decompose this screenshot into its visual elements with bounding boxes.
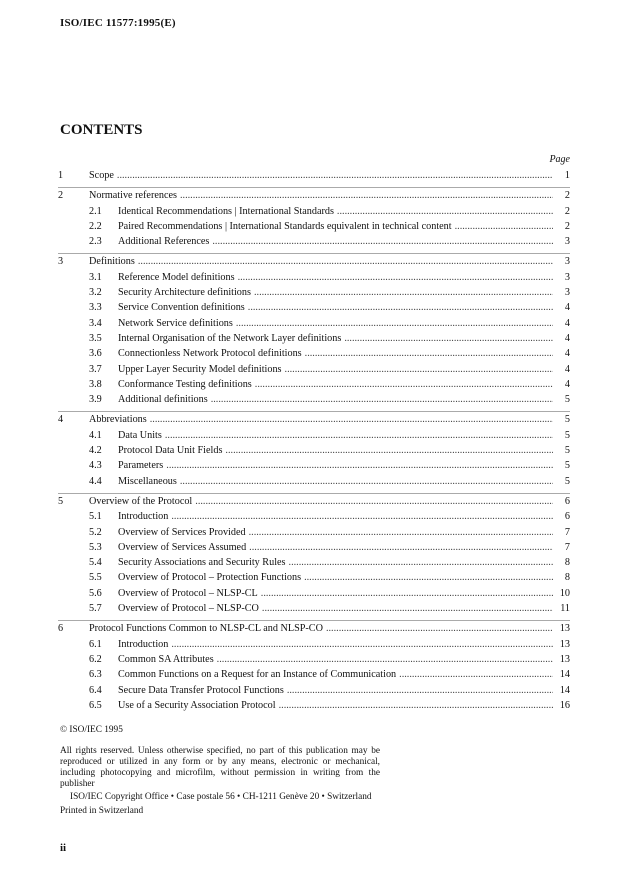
dot-leader [279, 700, 553, 711]
toc-entry-page: 5 [564, 445, 570, 457]
toc-entry-number: 3.4 [89, 317, 102, 329]
toc-entry-title: Identical Recommendations | International Standards [118, 205, 334, 217]
copyright-footer [60, 725, 380, 817]
toc-entry-page: 2 [564, 220, 570, 232]
toc-entry-page: 3 [564, 271, 570, 283]
dot-leader [217, 654, 553, 665]
dot-leader [138, 256, 553, 267]
toc-entry-number: 3.5 [89, 332, 102, 344]
toc-subentry[interactable] [58, 318, 570, 333]
toc-entry-number: 5.2 [89, 526, 102, 538]
toc-subentry[interactable] [58, 669, 570, 684]
toc-entry-title: Conformance Testing definitions [118, 378, 252, 390]
toc-entry[interactable] [58, 496, 570, 511]
toc-section [58, 256, 570, 412]
toc-entry-page: 2 [564, 205, 570, 217]
toc-entry-page: 7 [564, 526, 570, 538]
page-title: CONTENTS [60, 122, 143, 138]
dot-leader [289, 557, 553, 568]
toc-entry-title: Introduction [118, 511, 169, 523]
dot-leader [166, 460, 553, 471]
toc-entry-number: 2.3 [89, 236, 102, 248]
toc-entry-number: 5 [58, 495, 64, 507]
toc-entry-number: 4 [58, 414, 64, 426]
printed-in: Printed in Switzerland [60, 806, 144, 816]
toc-subentry[interactable] [58, 572, 570, 587]
toc-subentry[interactable] [58, 333, 570, 348]
toc-entry-title: Scope [89, 170, 114, 181]
toc-entry[interactable] [58, 623, 570, 638]
toc-entry-title: Protocol Data Unit Fields [118, 445, 223, 457]
toc-entry-page: 4 [564, 363, 570, 375]
toc-entry-number: 6.3 [89, 669, 102, 681]
toc-subentry[interactable] [58, 272, 570, 287]
dot-leader [165, 430, 553, 441]
toc-entry-title: Overview of Services Assumed [118, 541, 247, 553]
dot-leader [180, 476, 553, 487]
toc-entry-number: 3 [58, 256, 64, 268]
dot-leader [254, 287, 553, 298]
toc-entry-page: 13 [559, 653, 570, 665]
toc-subentry[interactable] [58, 364, 570, 379]
dot-leader [261, 588, 553, 599]
toc-entry-title: Definitions [89, 256, 135, 268]
toc-section [58, 496, 570, 621]
toc-entry-title: Additional References [118, 236, 210, 248]
toc-section [58, 190, 570, 254]
toc-entry-number: 4.3 [89, 460, 102, 472]
toc-section [58, 414, 570, 493]
toc-entry-title: Reference Model definitions [118, 271, 235, 283]
toc-entry[interactable] [58, 256, 570, 271]
toc-entry-number: 3.2 [89, 287, 102, 299]
toc-entry-title: Internal Organisation of the Network Layer definitions [118, 332, 342, 344]
toc-entry-page: 5 [564, 460, 570, 472]
toc-entry-title: Overview of the Protocol [89, 495, 193, 507]
toc-entry-page: 7 [564, 541, 570, 553]
dot-leader [211, 394, 553, 405]
dot-leader [304, 572, 553, 583]
rights-notice: All rights reserved. Unless otherwise specified, no part of this publication may be reproduced or utilized in any form or by any means, electronic or mechanical, including photocopying and microfilm, without permission in writing from the publisher [60, 746, 380, 789]
toc-entry-number: 3.7 [89, 363, 102, 375]
toc-subentry[interactable] [58, 394, 570, 409]
dot-leader [326, 623, 553, 634]
toc-entry-title: Network Service definitions [118, 317, 233, 329]
toc-entry-page: 3 [564, 287, 570, 299]
dot-leader [287, 685, 553, 696]
toc-entry-number: 6 [58, 623, 64, 635]
toc-entry-page: 5 [564, 429, 570, 441]
toc-subentry[interactable] [58, 700, 570, 715]
toc-entry-page: 4 [564, 348, 570, 360]
dot-leader [117, 170, 553, 181]
dot-leader [399, 669, 553, 680]
toc-entry-title: Security Associations and Security Rules [118, 557, 286, 569]
toc-entry-number: 3.8 [89, 378, 102, 390]
toc-subentry[interactable] [58, 527, 570, 542]
dot-leader [236, 318, 553, 329]
toc-subentry[interactable] [58, 654, 570, 669]
toc-entry-page: 5 [564, 414, 570, 426]
dot-leader [344, 333, 553, 344]
toc-entry-title: Normative references [89, 190, 177, 202]
toc-entry-title: Paired Recommendations | International Standards equivalent in technical content [118, 220, 452, 232]
toc-entry-page: 4 [564, 302, 570, 314]
toc-section [58, 170, 570, 188]
toc-entry-page: 2 [564, 190, 570, 202]
toc-entry-title: Additional definitions [118, 394, 208, 406]
toc-entry-page: 13 [559, 623, 570, 635]
toc-entry-page: 11 [560, 603, 570, 615]
toc-subentry[interactable] [58, 476, 570, 491]
toc-entry-page: 1 [564, 170, 570, 181]
dot-leader [285, 364, 553, 375]
dot-leader [262, 603, 553, 614]
toc-entry-number: 2.1 [89, 205, 102, 217]
dot-leader [171, 639, 553, 650]
dot-leader [180, 190, 553, 201]
toc-entry-title: Connectionless Network Protocol definitions [118, 348, 302, 360]
toc-section [58, 623, 570, 717]
dot-leader [150, 414, 553, 425]
toc-entry-page: 6 [564, 511, 570, 523]
toc-entry-number: 4.1 [89, 429, 102, 441]
toc-entry-title: Security Architecture definitions [118, 287, 251, 299]
toc-entry-number: 6.5 [89, 699, 102, 711]
dot-leader [255, 379, 553, 390]
toc-entry-title: Secure Data Transfer Protocol Functions [118, 684, 284, 696]
toc-entry-page: 8 [564, 557, 570, 569]
dot-leader [171, 511, 553, 522]
toc-entry[interactable] [58, 170, 570, 185]
toc-entry-title: Service Convention definitions [118, 302, 245, 314]
toc-entry-page: 4 [564, 317, 570, 329]
toc-entry[interactable] [58, 414, 570, 429]
toc-entry-title: Overview of Services Provided [118, 526, 246, 538]
toc-entry-page: 5 [564, 475, 570, 487]
toc-entry-number: 6.4 [89, 684, 102, 696]
toc-entry-number: 3.9 [89, 394, 102, 406]
dot-leader [305, 348, 553, 359]
toc-subentry[interactable] [58, 603, 570, 618]
dot-leader [225, 445, 553, 456]
toc-subentry[interactable] [58, 221, 570, 236]
toc-entry-number: 3.3 [89, 302, 102, 314]
dot-leader [195, 496, 553, 507]
toc-entry-title: Overview of Protocol – Protection Functions [118, 572, 302, 584]
toc-entry-page: 4 [564, 332, 570, 344]
toc-entry-page: 14 [559, 669, 570, 681]
toc-entry-page: 5 [564, 394, 570, 406]
dot-leader [248, 302, 553, 313]
toc-entry-number: 4.2 [89, 445, 102, 457]
toc-entry-title: Data Units [118, 429, 162, 441]
toc-entry-page: 8 [564, 572, 570, 584]
toc-entry-number: 2.2 [89, 220, 102, 232]
toc-entry-page: 3 [564, 236, 570, 248]
toc-entry-title: Overview of Protocol – NLSP-CL [118, 587, 258, 599]
toc-entry-title: Upper Layer Security Model definitions [118, 363, 282, 375]
dot-leader [249, 542, 553, 553]
toc-entry-number: 5.3 [89, 541, 102, 553]
toc-subentry[interactable] [58, 460, 570, 475]
toc-entry-number: 4.4 [89, 475, 102, 487]
toc-entry-number: 6.2 [89, 653, 102, 665]
page-number: ii [60, 842, 67, 854]
toc-subentry[interactable] [58, 206, 570, 221]
toc-entry-number: 5.5 [89, 572, 102, 584]
toc-entry-number: 3.1 [89, 271, 102, 283]
toc-entry-number: 5.4 [89, 557, 102, 569]
toc-subentry[interactable] [58, 557, 570, 572]
toc-entry-number: 1 [58, 170, 64, 181]
table-of-contents [58, 170, 570, 719]
toc-subentry[interactable] [58, 287, 570, 302]
toc-subentry[interactable] [58, 542, 570, 557]
toc-subentry[interactable] [58, 685, 570, 700]
toc-entry-title: Miscellaneous [118, 475, 177, 487]
toc-subentry[interactable] [58, 588, 570, 603]
dot-leader [455, 221, 553, 232]
toc-entry-page: 3 [564, 256, 570, 268]
toc-entry-title: Common SA Attributes [118, 653, 214, 665]
toc-subentry[interactable] [58, 302, 570, 317]
toc-entry-title: Introduction [118, 638, 169, 650]
toc-subentry[interactable] [58, 236, 570, 251]
toc-entry-title: Parameters [118, 460, 164, 472]
toc-entry-title: Abbreviations [89, 414, 147, 426]
toc-entry-title: Common Functions on a Request for an Instance of Communication [118, 669, 397, 681]
dot-leader [212, 236, 553, 247]
toc-entry-page: 4 [564, 378, 570, 390]
toc-entry-page: 16 [559, 699, 570, 711]
toc-entry-title: Protocol Functions Common to NLSP-CL and NLSP-CO [89, 623, 323, 635]
toc-entry-page: 6 [564, 495, 570, 507]
toc-entry-number: 6.1 [89, 638, 102, 650]
toc-subentry[interactable] [58, 379, 570, 394]
toc-entry-page: 13 [559, 638, 570, 650]
toc-entry-title: Overview of Protocol – NLSP-CO [118, 603, 259, 615]
toc-entry-page: 14 [559, 684, 570, 696]
dot-leader [249, 527, 553, 538]
document-header: ISO/IEC 11577:1995(E) [60, 17, 176, 29]
toc-subentry[interactable] [58, 348, 570, 363]
toc-subentry[interactable] [58, 639, 570, 654]
toc-entry-number: 5.1 [89, 511, 102, 523]
toc-entry-page: 10 [559, 587, 570, 599]
toc-entry-number: 2 [58, 190, 64, 202]
toc-subentry[interactable] [58, 511, 570, 526]
toc-subentry[interactable] [58, 430, 570, 445]
toc-entry-number: 5.7 [89, 603, 102, 615]
dot-leader [238, 272, 553, 283]
copyright-line: © ISO/IEC 1995 [60, 725, 123, 735]
toc-entry-number: 3.6 [89, 348, 102, 360]
copyright-office: ISO/IEC Copyright Office • Case postale 56 • CH-1211 Genève 20 • Switzerland [70, 792, 372, 802]
toc-entry-title: Use of a Security Association Protocol [118, 699, 276, 711]
dot-leader [337, 206, 553, 217]
toc-entry[interactable] [58, 190, 570, 205]
toc-subentry[interactable] [58, 445, 570, 460]
page-column-label: Page [549, 154, 570, 165]
toc-entry-number: 5.6 [89, 587, 102, 599]
